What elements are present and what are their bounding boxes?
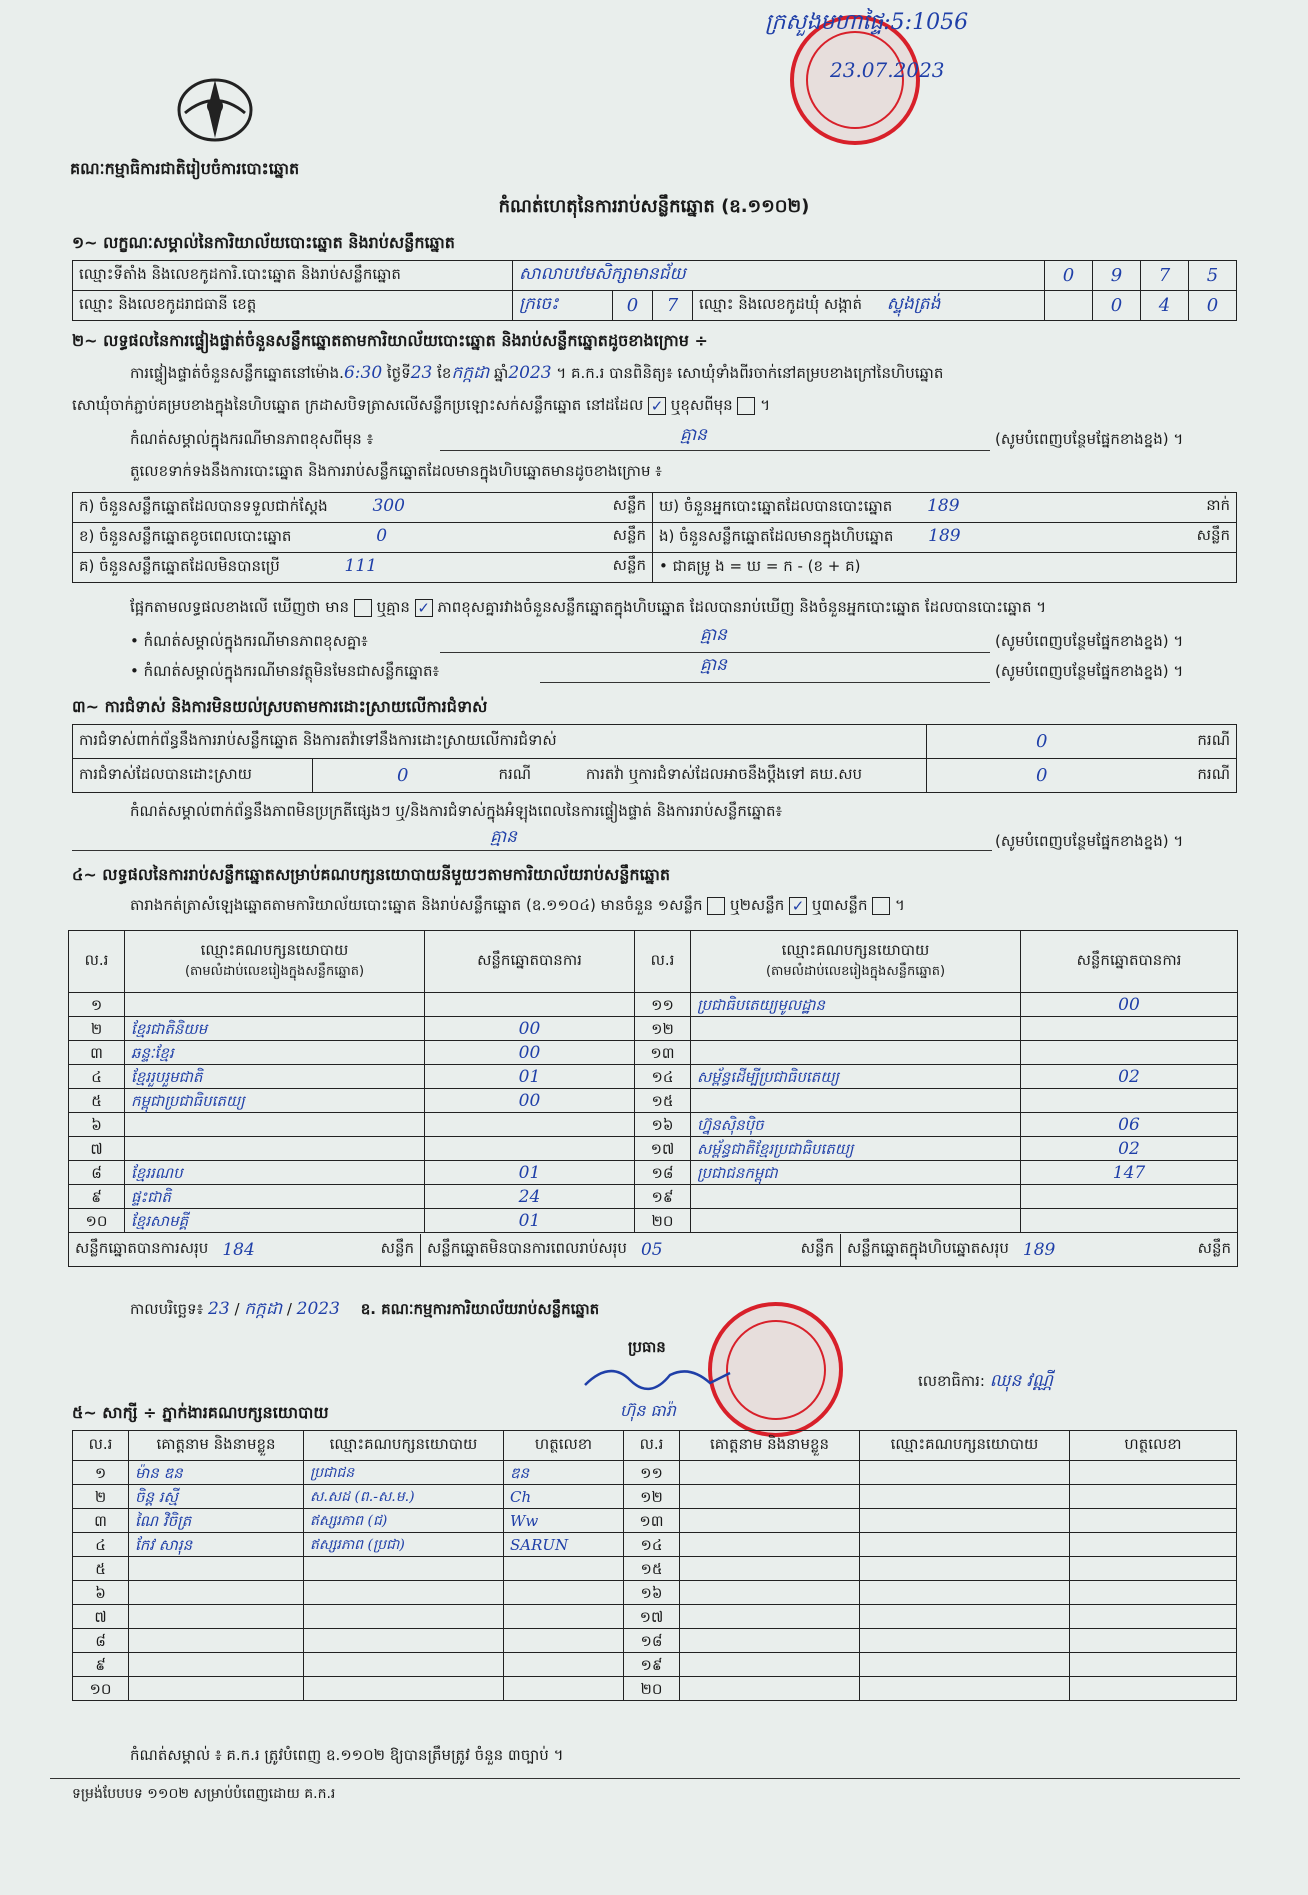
witness-row xyxy=(73,1677,1237,1701)
result-votes: 24 xyxy=(425,1185,635,1209)
two-sheets-checkbox[interactable]: ✓ xyxy=(789,897,807,915)
results-row xyxy=(69,1137,1238,1161)
section5-title: ៥~ សាក្សី ÷ ភ្នាក់ងារគណបក្សនយោបាយ xyxy=(72,1403,329,1422)
results-row xyxy=(69,1065,1238,1089)
witness-name xyxy=(680,1485,860,1509)
witness-row xyxy=(73,1461,1237,1485)
witness-party xyxy=(304,1629,504,1653)
appeal-label: ការតវ៉ា ឬការជំទាស់ដែលអាចនឹងប្ដឹងទៅ គឃ.សប xyxy=(585,764,863,783)
result-party xyxy=(691,1017,1021,1041)
result-party xyxy=(125,1137,425,1161)
witness-name: ណៃ វិចិត្រ xyxy=(129,1509,304,1533)
result-votes: 00 xyxy=(425,1041,635,1065)
witness-name xyxy=(680,1509,860,1533)
results-row xyxy=(69,1089,1238,1113)
witness-no: ៣ xyxy=(73,1509,129,1533)
result-no: ៧ xyxy=(69,1137,125,1161)
ballots-received-value: 300 xyxy=(372,496,405,516)
same-checkbox[interactable]: ✓ xyxy=(648,397,666,415)
irregularity-note-hint: (សូមបំពេញបន្ថែមផ្នែកខាងខ្នង) ។ xyxy=(995,832,1184,850)
complaints-table: ការជំទាស់ពាក់ព័ន្ធនឹងការរាប់សន្លឹកឆ្នោត និងការតវ៉ាទៅនឹងការដោះស្រាយលើការជំទាស់ 0 ករណី ការជំទាស់ដែលបានដោះស្រាយ 0 ករណី ការតវ៉ា ឬការជំទាស់ដែលអាចនឹងប្ដឹងទៅ គឃ.សប 0 ករណី xyxy=(72,724,1237,793)
station-name-value: សាលាបឋមសិក្សាមានជ័យ xyxy=(513,261,1045,291)
witness-row xyxy=(73,1629,1237,1653)
result-party: ហ្វ៊ុនស៊ិនប៉ិច xyxy=(691,1113,1021,1137)
witness-no: ១៥ xyxy=(624,1557,680,1581)
result-no: ១០ xyxy=(69,1209,125,1233)
witness-name xyxy=(680,1629,860,1653)
diff-note-label: កំណត់សម្គាល់ក្នុងករណីមានភាពខុសពីមុន ៖ xyxy=(130,430,374,448)
results-row xyxy=(69,1041,1238,1065)
witness-signature xyxy=(504,1653,624,1677)
result-votes: 02 xyxy=(1021,1065,1238,1089)
organization-name: គណៈកម្មាធិការជាតិរៀបចំការបោះឆ្នោត xyxy=(70,159,300,178)
witness-no: ៧ xyxy=(73,1605,129,1629)
result-no: ៦ xyxy=(69,1113,125,1137)
foreign-object-note-value: គ្មាន xyxy=(700,655,727,675)
witness-party xyxy=(304,1605,504,1629)
ballot-figures-table: ក) ចំនួនសន្លឹកឆ្នោតដែលបានទទួលជាក់ស្តែង 300 សន្លឹក ឃ) ចំនួនអ្នកបោះឆ្នោតដែលបានបោះឆ្នោត 189 នាក់ ខ) ចំនួនសន្លឹកឆ្នោតខូចពេលបោះឆ្នោត 0 សន្លឹក ង) ចំនួនសន្លឹកឆ្នោតដែលមានក្នុងហិបឆ្នោត 189 សន្លឹក គ) ចំនួនសន្លឹកឆ្នោតដែលមិនបានប្រើ 111 សន្លឹក • ជាគម្រូ ង = ឃ = ក - (ខ + គ) xyxy=(72,492,1237,583)
witness-no: ១៣ xyxy=(624,1509,680,1533)
witness-name xyxy=(680,1533,860,1557)
witness-signature: Ch xyxy=(504,1485,624,1509)
result-no: ២០ xyxy=(635,1209,691,1233)
witness-no: ៥ xyxy=(73,1557,129,1581)
result-party xyxy=(125,1113,425,1137)
results-row xyxy=(69,1209,1238,1233)
witness-party xyxy=(860,1629,1070,1653)
witness-signature: Ww xyxy=(504,1509,624,1533)
result-party: ឆន្ទៈខ្មែរ xyxy=(125,1041,425,1065)
witness-row xyxy=(73,1509,1237,1533)
formula: • ជាគម្រូ ង = ឃ = ក - (ខ + គ) xyxy=(653,553,1237,583)
witness-row xyxy=(73,1605,1237,1629)
discrepancy-note-label: • កំណត់សម្គាល់ក្នុងករណីមានភាពខុសគ្នា៖ xyxy=(130,632,368,650)
complaints-label: ការជំទាស់ពាក់ព័ន្ធនឹងការរាប់សន្លឹកឆ្នោត និងការតវ៉ាទៅនឹងការដោះស្រាយលើការជំទាស់ xyxy=(73,725,927,759)
witness-no: ១៩ xyxy=(624,1653,680,1677)
result-votes xyxy=(1021,1041,1238,1065)
tally-sheet-line: តារាងកត់ត្រាសំឡេងឆ្នោតតាមការិយាល័យបោះឆ្នោត និងរាប់សន្លឹកឆ្នោត (ឧ.១១០៤) មានចំនួន ១សន្លឹក ឬ២សន្លឹក ✓ ឬ៣សន្លឹក ។ xyxy=(130,896,905,915)
result-votes xyxy=(425,1137,635,1161)
verification-line-1: ការផ្ទៀងផ្ទាត់ចំនួនសន្លឹកឆ្នោតនៅម៉ោង.6:30 ថ្ងៃទី23 ខែកក្កដា ឆ្នាំ2023 ។ គ.ក.រ បានពិនិត្យ៖ សោឃុំទាំងពីរចាក់នៅគម្របខាងក្រៅនៃហិបឆ្នោត xyxy=(130,363,944,383)
section1-title: ១~ លក្ខណៈសម្គាល់នៃការិយាល័យបោះឆ្នោត និងរាប់សន្លឹកឆ្នោត xyxy=(72,233,455,252)
irregularity-note-value: គ្មាន xyxy=(490,827,517,847)
three-sheets-checkbox[interactable] xyxy=(872,897,890,915)
result-no: ១៥ xyxy=(635,1089,691,1113)
commune-label: ឈ្មោះ និងលេខកូដឃុំ សង្កាត់ xyxy=(699,295,862,313)
witness-party xyxy=(860,1485,1070,1509)
witness-party xyxy=(860,1581,1070,1605)
result-no: ១៩ xyxy=(635,1185,691,1209)
witness-name xyxy=(680,1557,860,1581)
president-signature-icon xyxy=(580,1355,740,1395)
different-checkbox[interactable] xyxy=(737,397,755,415)
witness-name xyxy=(680,1605,860,1629)
complaints-value: 0 xyxy=(927,725,1157,759)
commune-code-2: 4 xyxy=(1141,291,1189,321)
witness-name xyxy=(680,1461,860,1485)
diff-note-value: គ្មាន xyxy=(680,425,707,445)
witness-no: ១២ xyxy=(624,1485,680,1509)
witness-party xyxy=(860,1461,1070,1485)
has-discrepancy-checkbox[interactable] xyxy=(354,599,372,617)
result-votes xyxy=(425,993,635,1017)
station-code-1: 0 xyxy=(1045,261,1093,291)
witness-no: ៤ xyxy=(73,1533,129,1557)
one-sheet-checkbox[interactable] xyxy=(707,897,725,915)
commune-value: ស្ទុងត្រង់ xyxy=(886,294,941,314)
form-code: ទម្រង់បែបបទ ១១០២ សម្រាប់បំពេញដោយ គ.ក.រ xyxy=(72,1786,336,1802)
result-no: ៨ xyxy=(69,1161,125,1185)
results-table: ល.រ ឈ្មោះគណបក្សនយោបាយ (តាមលំដាប់លេខរៀងក្នុងសន្លឹកឆ្នោត) សន្លឹកឆ្នោតបានការ ល.រ ឈ្មោះគណបក្សនយោបាយ (តាមលំដាប់លេខរៀងក្នុងសន្លឹកឆ្នោត) សន្លឹកឆ្នោតបានការ ១ ១១ ប្រជាធិបតេយ្យមូលដ្ឋាន 00 ២ ខ្មែរជាតិនិយម 00 ១២ ៣ ឆន្ទៈខ្មែរ 00 ១៣ ៤ ខ្មែររួបរួមជាតិ 01 ១៤ សម្ព័ន្ធដើម្បីប្រជាធិបតេយ្យ 02 ៥ កម្ពុជាប្រជាធិបតេយ្យ 00 ១៥ ៦ ១៦ ហ្វ៊ុនស៊ិនប៉ិច 06 ៧ ១៧ សម្ព័ន្ធជាតិខ្មែរប្រជាធិបតេយ្យ 02 ៨ ខ្មែររណប 01 ១៨ ប្រជាជនកម្ពុជា 147 ៩ ផ្ទះជាតិ 24 ១៩ ១០ ខ្មែរសាមគ្គី 01 ២០ សន្លឹកឆ្នោតបានការសរុប 184 សន្លឹក សន្លឹកឆ្នោតមិនបានការពេលរាប់សរុប 05 សន្លឹក សន្លឹកឆ្នោតក្នុងហិបឆ្នោតសរុប 189 សន្លឹក xyxy=(68,930,1238,1267)
president-label: ប្រធាន xyxy=(628,1338,666,1356)
president-name: ហ៊ុន ធារ៉ា xyxy=(620,1401,676,1420)
witness-name: កែវ សារុន xyxy=(129,1533,304,1557)
witness-no: ១០ xyxy=(73,1677,129,1701)
nec-emblem-icon xyxy=(170,68,260,148)
witness-row xyxy=(73,1653,1237,1677)
witness-party: ប្រជាជន xyxy=(304,1461,504,1485)
witness-signature xyxy=(1070,1605,1237,1629)
witness-row xyxy=(73,1557,1237,1581)
result-no: ១១ xyxy=(635,993,691,1017)
station-code-2: 9 xyxy=(1093,261,1141,291)
secretary-line: លេខាធិការ: ឈុន វណ្ណី xyxy=(918,1371,1053,1391)
witness-no: ៩ xyxy=(73,1653,129,1677)
witness-signature: ឌន xyxy=(504,1461,624,1485)
result-party: ប្រជាជនកម្ពុជា xyxy=(691,1161,1021,1185)
witness-signature xyxy=(1070,1509,1237,1533)
result-party xyxy=(691,1041,1021,1065)
witness-signature xyxy=(504,1629,624,1653)
witness-party xyxy=(304,1653,504,1677)
witness-signature xyxy=(504,1557,624,1581)
signing-date-line: កាលបរិច្ឆេទ៖ 23 / កក្កដា / 2023 ឧ. គណៈកម្មការការិយាល័យរាប់សន្លឹកឆ្នោត xyxy=(130,1299,600,1319)
diff-note-hint: (សូមបំពេញបន្ថែមផ្នែកខាងខ្នង) ។ xyxy=(995,430,1184,448)
unused-ballots-value: 111 xyxy=(344,556,377,576)
witness-party xyxy=(860,1509,1070,1533)
province-value: ក្រចេះ xyxy=(513,291,613,321)
station-name-label: ឈ្មោះទីតាំង និងលេខកូដការិ.បោះឆ្នោត និងរាប់សន្លឹកឆ្នោត xyxy=(73,261,513,291)
result-party xyxy=(125,993,425,1017)
result-votes: 147 xyxy=(1021,1161,1238,1185)
witness-signature xyxy=(1070,1533,1237,1557)
witness-party xyxy=(860,1557,1070,1581)
result-no: ១៤ xyxy=(635,1065,691,1089)
resolved-label: ការជំទាស់ដែលបានដោះស្រាយ xyxy=(73,759,313,793)
result-party: ខ្មែរជាតិនិយម xyxy=(125,1017,425,1041)
verification-year: 2023 xyxy=(508,363,552,383)
station-code-3: 7 xyxy=(1141,261,1189,291)
result-votes xyxy=(1021,1089,1238,1113)
witness-no: ១៦ xyxy=(624,1581,680,1605)
witness-row xyxy=(73,1485,1237,1509)
witness-party xyxy=(304,1677,504,1701)
result-no: ៩ xyxy=(69,1185,125,1209)
discrepancy-note-value: គ្មាន xyxy=(700,625,727,645)
province-code-2: 7 xyxy=(653,291,693,321)
result-votes: 01 xyxy=(425,1161,635,1185)
province-label: ឈ្មោះ និងលេខកូដរាជធានី ខេត្ត xyxy=(73,291,513,321)
result-no: ១៧ xyxy=(635,1137,691,1161)
total-invalid-value: 05 xyxy=(640,1239,663,1260)
province-code-1: 0 xyxy=(613,291,653,321)
result-no: ៤ xyxy=(69,1065,125,1089)
result-votes: 06 xyxy=(1021,1113,1238,1137)
result-party: ខ្មែរសាមគ្គី xyxy=(125,1209,425,1233)
result-party: សម្ព័ន្ធជាតិខ្មែរប្រជាធិបតេយ្យ xyxy=(691,1137,1021,1161)
witness-name: ម៉ាន ឌន xyxy=(129,1461,304,1485)
witness-signature xyxy=(1070,1461,1237,1485)
witness-signature xyxy=(1070,1629,1237,1653)
result-party: ប្រជាធិបតេយ្យមូលដ្ឋាន xyxy=(691,993,1021,1017)
signing-day: 23 xyxy=(208,1299,230,1319)
result-no: ៣ xyxy=(69,1041,125,1065)
result-votes: 02 xyxy=(1021,1137,1238,1161)
witness-row xyxy=(73,1581,1237,1605)
witness-signature xyxy=(504,1677,624,1701)
receipt-number: ក្រសួងមហាផ្ទៃ:5:1056 xyxy=(765,10,969,35)
witness-no: ៦ xyxy=(73,1581,129,1605)
witness-row xyxy=(73,1533,1237,1557)
section3-title: ៣~ ការជំទាស់ និងការមិនយល់ស្របតាមការដោះស្រាយលើការជំទាស់ xyxy=(72,697,488,716)
witness-signature xyxy=(504,1581,624,1605)
results-row xyxy=(69,1185,1238,1209)
witness-no: ១៧ xyxy=(624,1605,680,1629)
results-row xyxy=(69,1161,1238,1185)
result-no: ១៨ xyxy=(635,1161,691,1185)
witness-signature xyxy=(1070,1485,1237,1509)
witness-name xyxy=(680,1653,860,1677)
discrepancy-line: ផ្អែកតាមលទ្ធផលខាងលើ ឃើញថា មាន ឬគ្មាន ✓ ភាពខុសគ្នារវាងចំនួនសន្លឹកឆ្នោតក្នុងហិបឆ្នោត ដែលបានរាប់ឃើញ និងចំនួនអ្នកបោះឆ្នោត ដែលបានបោះឆ្នោត ។ xyxy=(130,598,1047,617)
witness-name xyxy=(129,1653,304,1677)
verification-time: 6:30 xyxy=(343,363,383,383)
witness-signature xyxy=(1070,1677,1237,1701)
voters-value: 189 xyxy=(927,496,960,516)
irregularity-note-label: កំណត់សម្គាល់ពាក់ព័ន្ធនឹងភាពមិនប្រក្រតីផ្សេងៗ ឬ/និងការជំទាស់ក្នុងអំឡុងពេលនៃការផ្ទៀងផ្ទាត់ និងការរាប់សន្លឹកឆ្នោត៖ xyxy=(130,802,783,820)
witness-name xyxy=(129,1581,304,1605)
verification-day: 23 xyxy=(410,363,433,383)
result-votes: 00 xyxy=(425,1089,635,1113)
discrepancy-note-hint: (សូមបំពេញបន្ថែមផ្នែកខាងខ្នង) ។ xyxy=(995,632,1184,650)
witness-signature xyxy=(1070,1653,1237,1677)
result-party: សម្ព័ន្ធដើម្បីប្រជាធិបតេយ្យ xyxy=(691,1065,1021,1089)
witness-signature xyxy=(1070,1557,1237,1581)
witness-party xyxy=(304,1557,504,1581)
witness-party xyxy=(860,1677,1070,1701)
signing-year: 2023 xyxy=(296,1299,340,1319)
witness-no: ១១ xyxy=(624,1461,680,1485)
result-party xyxy=(691,1209,1021,1233)
footer-note: កំណត់សម្គាល់ ៖ គ.ក.រ ត្រូវបំពេញ ឧ.១១០២ ឱ្យបានត្រឹមត្រូវ ចំនួន ៣ច្បាប់ ។ xyxy=(130,1746,564,1764)
witness-signature: SARUN xyxy=(504,1533,624,1557)
result-party: ខ្មែររួបរួមជាតិ xyxy=(125,1065,425,1089)
foreign-object-note-hint: (សូមបំពេញបន្ថែមផ្នែកខាងខ្នង) ។ xyxy=(995,662,1184,680)
station-code-4: 5 xyxy=(1189,261,1237,291)
result-no: ២ xyxy=(69,1017,125,1041)
witness-name xyxy=(680,1581,860,1605)
commune-label-value xyxy=(693,291,1045,321)
result-votes: 00 xyxy=(1021,993,1238,1017)
results-row xyxy=(69,1017,1238,1041)
result-party xyxy=(691,1089,1021,1113)
witness-party: ស.សដ (ព.-ស.ម.) xyxy=(304,1485,504,1509)
result-votes: 00 xyxy=(425,1017,635,1041)
result-votes: 01 xyxy=(425,1209,635,1233)
commune-code-3: 0 xyxy=(1189,291,1237,321)
form-title: កំណត់ហេតុនៃការរាប់សន្លឹកឆ្នោត (ឧ.១១០២) xyxy=(498,196,810,217)
figures-intro: តួលេខទាក់ទងនឹងការបោះឆ្នោត និងការរាប់សន្លឹកឆ្នោតដែលមានក្នុងហិបឆ្នោតមានដូចខាងក្រោម ៖ xyxy=(130,462,662,480)
witness-name xyxy=(129,1605,304,1629)
result-party xyxy=(691,1185,1021,1209)
commune-code-1: 0 xyxy=(1093,291,1141,321)
witness-party xyxy=(860,1605,1070,1629)
spoiled-ballots-value: 0 xyxy=(376,526,388,546)
results-row xyxy=(69,993,1238,1017)
witness-no: ១៤ xyxy=(624,1533,680,1557)
receipt-date: 23.07.2023 xyxy=(830,58,945,82)
result-party: ផ្ទះជាតិ xyxy=(125,1185,425,1209)
witness-no: ២ xyxy=(73,1485,129,1509)
total-valid-value: 184 xyxy=(222,1239,255,1260)
witness-party: ឥស្សរភាព (ប្រជា) xyxy=(304,1533,504,1557)
witness-name xyxy=(129,1557,304,1581)
no-discrepancy-checkbox[interactable]: ✓ xyxy=(415,599,433,617)
section4-title: ៤~ លទ្ធផលនៃការរាប់សន្លឹកឆ្នោតសម្រាប់គណបក្សនយោបាយនីមួយៗតាមការិយាល័យរាប់សន្លឹកឆ្នោត xyxy=(72,865,671,884)
witness-no: ១ xyxy=(73,1461,129,1485)
witness-no: ១៨ xyxy=(624,1629,680,1653)
station-info-table xyxy=(72,260,1237,321)
section2-title: ២~ លទ្ធផលនៃការផ្ទៀងផ្ទាត់ចំនួនសន្លឹកឆ្នោតតាមការិយាល័យបោះឆ្នោត និងរាប់សន្លឹកឆ្នោតដូចខាងក្រោម ÷ xyxy=(72,331,708,350)
verification-line-2: សោឃុំចាក់ភ្ជាប់គម្របខាងក្នុងនៃហិបឆ្នោត ក្រដាសបិទត្រាសលើសន្លឹកប្រឡោះសក់សន្លឹកឆ្នោត នៅដដែល ✓ ឬខុសពីមុន ។ xyxy=(72,396,771,415)
result-no: ១៣ xyxy=(635,1041,691,1065)
result-party: កម្ពុជាប្រជាធិបតេយ្យ xyxy=(125,1089,425,1113)
result-no: ១២ xyxy=(635,1017,691,1041)
witness-table: ល.រ គោត្តនាម និងនាមខ្លួន ឈ្មោះគណបក្សនយោបាយ ហត្ថលេខា ល.រ គោត្តនាម និងនាមខ្លួន ឈ្មោះគណបក្សនយោបាយ ហត្ថលេខា ១ ម៉ាន ឌន ប្រជាជន ឌន ១១ ២ ចិន្ត រស្មី ស.សដ (ព.-ស.ម.) Ch ១២ ៣ ណៃ វិចិត្រ ឥស្សរភាព (ជ) Ww ១៣ ៤ កែវ សារុន ឥស្សរភាព (ប្រជា) SARUN ១៤ ៥ ១៥ ៦ ១៦ ៧ ១៧ ៨ ១៨ ៩ ១៩ ១០ ២០ xyxy=(72,1430,1237,1701)
witness-name xyxy=(129,1629,304,1653)
result-votes xyxy=(1021,1209,1238,1233)
ballots-in-box-value: 189 xyxy=(928,526,961,546)
witness-party xyxy=(860,1533,1070,1557)
signing-month: កក្កដា xyxy=(244,1299,283,1319)
result-votes xyxy=(1021,1185,1238,1209)
result-no: ១៦ xyxy=(635,1113,691,1137)
results-row xyxy=(69,1113,1238,1137)
witness-signature xyxy=(504,1605,624,1629)
result-votes: 01 xyxy=(425,1065,635,1089)
witness-party: ឥស្សរភាព (ជ) xyxy=(304,1509,504,1533)
foreign-object-note-label: • កំណត់សម្គាល់ក្នុងករណីមានវត្ថុមិនមែនជាសន្លឹកឆ្នោត៖ xyxy=(130,662,440,680)
resolved-value: 0 xyxy=(313,759,493,793)
witness-no: ៨ xyxy=(73,1629,129,1653)
witness-name xyxy=(680,1677,860,1701)
result-votes xyxy=(425,1113,635,1137)
witness-name: ចិន្ត រស្មី xyxy=(129,1485,304,1509)
result-no: ៥ xyxy=(69,1089,125,1113)
verification-month: កក្កដា xyxy=(451,363,490,383)
appeal-value: 0 xyxy=(927,759,1157,793)
result-party: ខ្មែររណប xyxy=(125,1161,425,1185)
witness-signature xyxy=(1070,1581,1237,1605)
result-votes xyxy=(1021,1017,1238,1041)
total-in-box-value: 189 xyxy=(1022,1239,1056,1260)
result-no: ១ xyxy=(69,993,125,1017)
witness-party xyxy=(860,1653,1070,1677)
secretary-value: ឈុន វណ្ណី xyxy=(989,1371,1053,1391)
witness-name xyxy=(129,1677,304,1701)
witness-no: ២០ xyxy=(624,1677,680,1701)
witness-party xyxy=(304,1581,504,1605)
